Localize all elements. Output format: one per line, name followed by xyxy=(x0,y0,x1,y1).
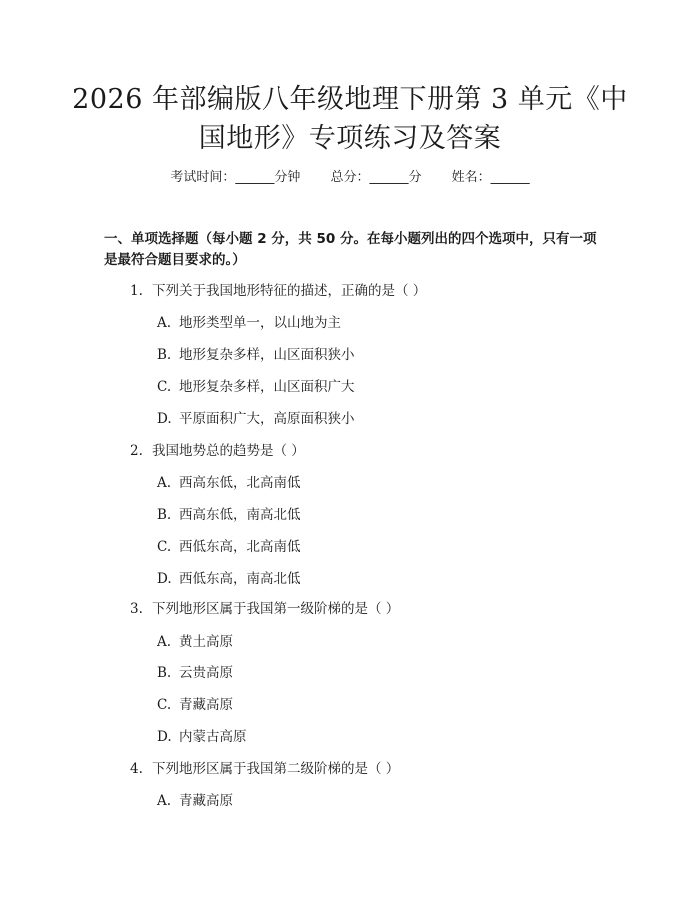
option-text: 青藏高原 xyxy=(179,697,233,713)
option-letter: A. xyxy=(157,315,172,331)
option-letter: C. xyxy=(157,539,172,555)
section-heading-line-2: 是最符合题目要求的。） xyxy=(104,252,246,268)
question-3-option-a xyxy=(157,632,233,652)
question-3-option-c xyxy=(157,695,233,715)
option-text: 青藏高原 xyxy=(179,793,233,809)
question-4 xyxy=(130,759,399,779)
question-text: 下列关于我国地形特征的描述，正确的是（ ） xyxy=(152,283,427,299)
question-text: 下列地形区属于我国第二级阶梯的是（ ） xyxy=(152,761,400,777)
question-1-option-c xyxy=(157,377,355,397)
option-letter: D. xyxy=(157,571,172,587)
option-text: 地形复杂多样，山区面积狭小 xyxy=(179,347,355,363)
question-2-option-c xyxy=(157,537,301,557)
option-text: 西低东高，北高南低 xyxy=(179,539,301,555)
option-letter: A. xyxy=(157,475,172,491)
question-number: 3. xyxy=(130,601,143,617)
option-letter: D. xyxy=(157,411,172,427)
exam-name: 姓名：______ xyxy=(451,170,530,185)
option-text: 云贵高原 xyxy=(179,665,233,681)
question-number: 1. xyxy=(130,283,143,299)
option-text: 西高东低，南高北低 xyxy=(179,507,301,523)
question-text: 我国地势总的趋势是（ ） xyxy=(152,443,305,459)
exam-total-score: 总分：______分 xyxy=(330,170,422,185)
option-text: 地形类型单一，以山地为主 xyxy=(179,315,341,331)
option-letter: B. xyxy=(157,347,172,363)
question-3-option-b xyxy=(157,663,233,683)
question-4-option-a xyxy=(157,791,233,811)
option-letter: D. xyxy=(157,729,172,745)
exam-info xyxy=(0,166,700,185)
option-letter: C. xyxy=(157,697,172,713)
question-text: 下列地形区属于我国第一级阶梯的是（ ） xyxy=(152,601,400,617)
option-letter: C. xyxy=(157,379,172,395)
option-letter: B. xyxy=(157,507,172,523)
question-1 xyxy=(130,281,426,301)
question-2 xyxy=(130,441,305,461)
option-letter: B. xyxy=(157,665,172,681)
document-title-line-2: 国地形》专项练习及答案 xyxy=(198,123,502,154)
option-text: 地形复杂多样，山区面积广大 xyxy=(179,379,355,395)
question-1-option-d xyxy=(157,409,355,429)
question-3-option-d xyxy=(157,727,247,747)
question-number: 4. xyxy=(130,761,143,777)
question-1-option-b xyxy=(157,345,355,365)
option-text: 平原面积广大，高原面积狭小 xyxy=(179,411,355,427)
exam-time: 考试时间：______分钟 xyxy=(170,170,301,185)
option-text: 西低东高，南高北低 xyxy=(179,571,301,587)
option-text: 黄土高原 xyxy=(179,634,233,650)
option-text: 内蒙古高原 xyxy=(179,729,247,745)
section-heading-line-1: 一、单项选择题（每小题 2 分，共 50 分。在每小题列出的四个选项中，只有一项 xyxy=(104,231,597,247)
option-text: 西高东低，北高南低 xyxy=(179,475,301,491)
question-2-option-a xyxy=(157,473,301,493)
question-number: 2. xyxy=(130,443,143,459)
option-letter: A. xyxy=(157,634,172,650)
question-1-option-a xyxy=(157,313,341,333)
document-title-line-1: 2026 年部编版八年级地理下册第 3 单元《中 xyxy=(72,84,628,115)
question-2-option-b xyxy=(157,505,301,525)
question-3 xyxy=(130,599,399,619)
option-letter: A. xyxy=(157,793,172,809)
question-2-option-d xyxy=(157,569,301,589)
